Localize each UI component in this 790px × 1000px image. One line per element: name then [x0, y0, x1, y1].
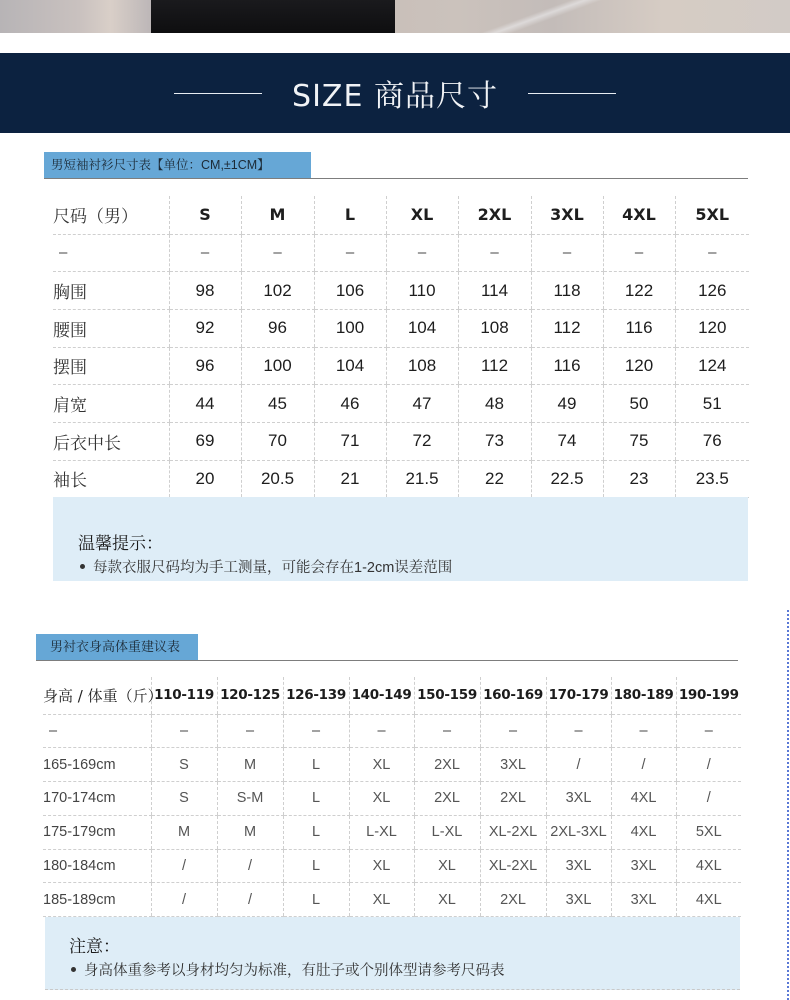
- row-label: –: [43, 714, 151, 748]
- column-header: M: [241, 196, 314, 234]
- table-cell: 112: [531, 309, 603, 347]
- table-cell: L: [283, 849, 349, 883]
- table-cell: 4XL: [676, 849, 741, 883]
- table-cell: –: [241, 234, 314, 272]
- table-cell: M: [151, 815, 217, 849]
- table-cell: 23.5: [675, 460, 749, 498]
- table-cell: 3XL: [546, 849, 611, 883]
- table-cell: 114: [458, 272, 531, 310]
- bullet-icon: [80, 564, 85, 569]
- note-title: 温馨提示：: [78, 534, 163, 553]
- table-cell: 20.5: [241, 460, 314, 498]
- table-cell: –: [546, 714, 611, 748]
- column-header: L: [314, 196, 386, 234]
- fit-chart-note: [45, 917, 740, 990]
- column-header: 170-179: [546, 677, 611, 714]
- table-cell: 120: [675, 309, 749, 347]
- table-cell: 104: [314, 347, 386, 385]
- row-label: –: [53, 234, 169, 272]
- column-header: XL: [386, 196, 458, 234]
- row-label: 后衣中长: [53, 422, 169, 460]
- column-header: 2XL: [458, 196, 531, 234]
- table-cell: /: [151, 883, 217, 917]
- table-cell: 3XL: [480, 748, 546, 782]
- section-divider: [44, 178, 748, 179]
- table-row: [53, 422, 749, 460]
- table-cell: 22.5: [531, 460, 603, 498]
- table-cell: L-XL: [414, 815, 480, 849]
- table-cell: 48: [458, 385, 531, 423]
- table-cell: 47: [386, 385, 458, 423]
- table-cell: –: [217, 714, 283, 748]
- table-cell: 2XL: [414, 782, 480, 816]
- table-cell: 69: [169, 422, 241, 460]
- table-cell: 102: [241, 272, 314, 310]
- table-row: [43, 815, 741, 849]
- table-cell: 4XL: [676, 883, 741, 917]
- table-cell: 22: [458, 460, 531, 498]
- table-row: [43, 714, 741, 748]
- table-cell: 116: [531, 347, 603, 385]
- header-label: 身高 / 体重（斤）: [43, 677, 151, 714]
- table-row: [43, 748, 741, 782]
- table-row: [53, 460, 749, 498]
- row-label: 175-179cm: [43, 815, 151, 849]
- table-cell: L: [283, 883, 349, 917]
- row-label: 摆围: [53, 347, 169, 385]
- table-cell: 96: [169, 347, 241, 385]
- table-row: [53, 272, 749, 310]
- size-chart-table: [53, 196, 749, 498]
- table-cell: XL-2XL: [480, 815, 546, 849]
- banner-rule-right: [528, 93, 616, 94]
- table-cell: /: [611, 748, 676, 782]
- table-cell: –: [675, 234, 749, 272]
- table-cell: –: [414, 714, 480, 748]
- section-divider: [36, 660, 738, 661]
- table-cell: 3XL: [611, 883, 676, 917]
- table-cell: 44: [169, 385, 241, 423]
- table-cell: 21.5: [386, 460, 458, 498]
- table-cell: 106: [314, 272, 386, 310]
- table-row: [53, 347, 749, 385]
- table-cell: 20: [169, 460, 241, 498]
- header-label: 尺码（男）: [53, 196, 169, 234]
- row-label: 肩宽: [53, 385, 169, 423]
- note-item: [80, 556, 452, 577]
- note-item-text: 身高体重参考以身材均匀为标准，有肚子或个别体型请参考尺码表: [84, 963, 505, 979]
- table-cell: –: [349, 714, 414, 748]
- table-cell: 23: [603, 460, 675, 498]
- column-header: 150-159: [414, 677, 480, 714]
- table-cell: –: [151, 714, 217, 748]
- table-cell: 71: [314, 422, 386, 460]
- table-cell: 116: [603, 309, 675, 347]
- table-cell: 96: [241, 309, 314, 347]
- selection-edge-marker: [787, 610, 789, 1000]
- table-cell: 45: [241, 385, 314, 423]
- column-header: 160-169: [480, 677, 546, 714]
- table-cell: –: [283, 714, 349, 748]
- row-label: 165-169cm: [43, 748, 151, 782]
- table-cell: 5XL: [676, 815, 741, 849]
- column-header: 3XL: [531, 196, 603, 234]
- table-cell: XL-2XL: [480, 849, 546, 883]
- column-header: 126-139: [283, 677, 349, 714]
- table-cell: –: [314, 234, 386, 272]
- row-label: 袖长: [53, 460, 169, 498]
- table-cell: 98: [169, 272, 241, 310]
- table-row: [43, 849, 741, 883]
- column-header: 4XL: [603, 196, 675, 234]
- table-cell: L: [283, 815, 349, 849]
- table-cell: XL: [349, 883, 414, 917]
- table-cell: 100: [241, 347, 314, 385]
- road-marking: [440, 0, 640, 33]
- table-cell: 3XL: [546, 782, 611, 816]
- table-cell: –: [386, 234, 458, 272]
- table-cell: 124: [675, 347, 749, 385]
- table-cell: S: [151, 748, 217, 782]
- table-row: [53, 234, 749, 272]
- table-cell: M: [217, 748, 283, 782]
- row-label: 胸围: [53, 272, 169, 310]
- table-cell: 72: [386, 422, 458, 460]
- table-cell: –: [458, 234, 531, 272]
- table-cell: –: [603, 234, 675, 272]
- table-cell: 122: [603, 272, 675, 310]
- table-cell: 2XL: [414, 748, 480, 782]
- table-cell: XL: [349, 849, 414, 883]
- table-cell: 46: [314, 385, 386, 423]
- table-cell: M: [217, 815, 283, 849]
- table-cell: 75: [603, 422, 675, 460]
- product-photo-strip: [0, 0, 790, 33]
- size-chart-section-header: [44, 152, 748, 179]
- table-cell: 51: [675, 385, 749, 423]
- table-cell: 120: [603, 347, 675, 385]
- note-title: 注意：: [69, 937, 120, 956]
- row-label: 腰围: [53, 309, 169, 347]
- table-cell: 70: [241, 422, 314, 460]
- table-cell: –: [611, 714, 676, 748]
- note-item-text: 每款衣服尺码均为手工测量，可能会存在1-2cm误差范围: [93, 560, 453, 576]
- table-cell: –: [531, 234, 603, 272]
- table-cell: /: [217, 849, 283, 883]
- table-cell: /: [151, 849, 217, 883]
- table-cell: 3XL: [546, 883, 611, 917]
- table-cell: 2XL-3XL: [546, 815, 611, 849]
- table-cell: 21: [314, 460, 386, 498]
- column-header: 180-189: [611, 677, 676, 714]
- table-cell: –: [480, 714, 546, 748]
- table-row: [53, 385, 749, 423]
- table-cell: 108: [458, 309, 531, 347]
- table-cell: 49: [531, 385, 603, 423]
- table-cell: 118: [531, 272, 603, 310]
- table-row: [43, 782, 741, 816]
- table-cell: –: [676, 714, 741, 748]
- table-cell: /: [217, 883, 283, 917]
- table-cell: XL: [349, 782, 414, 816]
- table-header-row: [43, 677, 741, 714]
- banner-title: SIZE 商品尺寸: [292, 79, 498, 114]
- table-cell: 2XL: [480, 782, 546, 816]
- column-header: 5XL: [675, 196, 749, 234]
- table-cell: XL: [414, 883, 480, 917]
- table-cell: 76: [675, 422, 749, 460]
- trousers-image: [151, 0, 395, 33]
- table-cell: –: [169, 234, 241, 272]
- row-label: 185-189cm: [43, 883, 151, 917]
- size-chart-note: [53, 497, 748, 581]
- table-cell: 4XL: [611, 815, 676, 849]
- table-cell: S-M: [217, 782, 283, 816]
- table-cell: 50: [603, 385, 675, 423]
- table-cell: 112: [458, 347, 531, 385]
- column-header: S: [169, 196, 241, 234]
- fit-chart-table: [43, 677, 741, 917]
- size-banner: [0, 53, 790, 133]
- table-cell: /: [676, 782, 741, 816]
- table-cell: 104: [386, 309, 458, 347]
- table-cell: 92: [169, 309, 241, 347]
- table-cell: 4XL: [611, 782, 676, 816]
- table-cell: L: [283, 782, 349, 816]
- table-cell: L-XL: [349, 815, 414, 849]
- table-cell: L: [283, 748, 349, 782]
- table-row: [53, 309, 749, 347]
- column-header: 110-119: [151, 677, 217, 714]
- table-cell: 126: [675, 272, 749, 310]
- column-header: 190-199: [676, 677, 741, 714]
- column-header: 140-149: [349, 677, 414, 714]
- table-cell: 100: [314, 309, 386, 347]
- table-cell: /: [546, 748, 611, 782]
- table-cell: XL: [414, 849, 480, 883]
- table-cell: S: [151, 782, 217, 816]
- column-header: 120-125: [217, 677, 283, 714]
- banner-rule-left: [174, 93, 262, 94]
- table-cell: 110: [386, 272, 458, 310]
- table-header-row: [53, 196, 749, 234]
- note-item: [71, 959, 505, 980]
- table-row: [43, 883, 741, 917]
- table-cell: 74: [531, 422, 603, 460]
- table-cell: 2XL: [480, 883, 546, 917]
- table-cell: 73: [458, 422, 531, 460]
- size-chart-tag: 男短袖衬衫尺寸表【单位：CM,±1CM】: [44, 152, 311, 178]
- table-cell: XL: [349, 748, 414, 782]
- table-cell: /: [676, 748, 741, 782]
- row-label: 170-174cm: [43, 782, 151, 816]
- fit-chart-tag: 男衬衣身高体重建议表: [36, 634, 198, 660]
- fit-chart-section-header: [36, 634, 738, 661]
- bullet-icon: [71, 967, 76, 972]
- row-label: 180-184cm: [43, 849, 151, 883]
- table-cell: 3XL: [611, 849, 676, 883]
- table-cell: 108: [386, 347, 458, 385]
